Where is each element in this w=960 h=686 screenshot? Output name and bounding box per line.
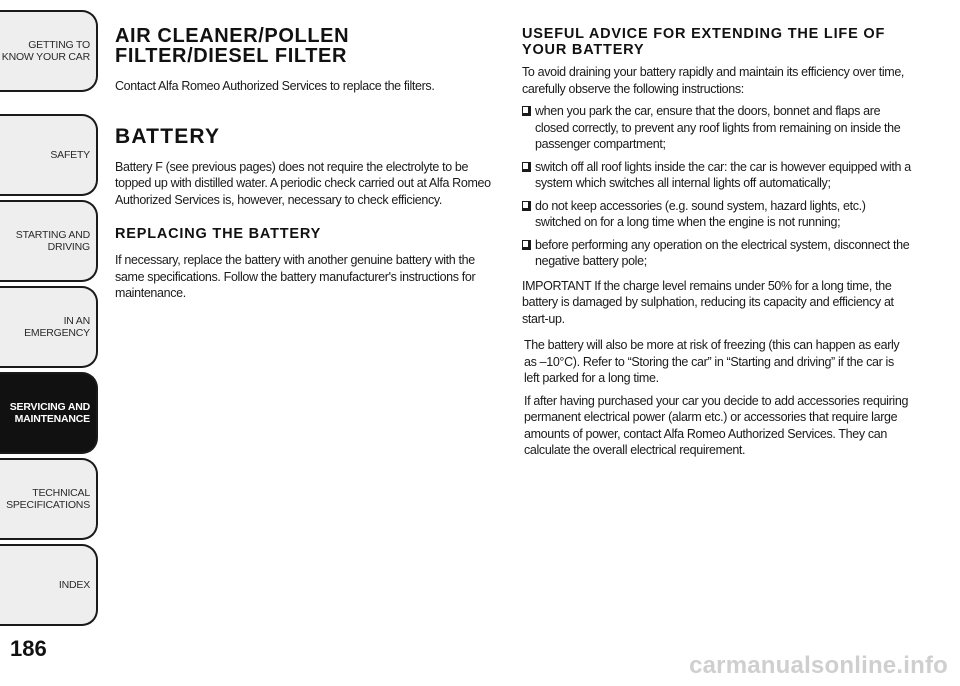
air-filter-text: Contact Alfa Romeo Authorized Services to replace the filters. — [115, 79, 435, 93]
battery-advice-intro: To avoid draining your battery rapidly and maintain its efficiency over time, carefully observe the following instructions: — [522, 65, 905, 96]
freezing-note: The battery will also be more at risk of freezing (this can happen as early as –10°C). Refer to “Storing the car” in “Starting and driving” if the car is left parked for a long time. — [524, 338, 900, 385]
list-item-text: switch off all roof lights inside the car: the car is however equipped with a system which switches all internal lights off automatically; — [535, 159, 911, 190]
tab-label: SAFETY — [50, 149, 90, 161]
air-filter-heading: AIR CLEANER/POLLEN FILTER/DIESEL FILTER — [115, 25, 350, 67]
page-number: 186 — [10, 636, 47, 661]
tab-label: STARTING AND DRIVING — [15, 229, 90, 253]
battery-heading: BATTERY — [115, 124, 221, 148]
checkbox-bullet-icon — [522, 201, 531, 211]
site-watermark: carmanualsonline.info — [689, 652, 948, 679]
tab-servicing-and-maintenance[interactable] — [0, 372, 98, 454]
checkbox-bullet-icon — [522, 240, 531, 250]
list-item — [522, 159, 912, 192]
left-column — [115, 26, 497, 302]
right-column — [522, 26, 912, 459]
tab-label: INDEX — [58, 579, 90, 591]
tab-starting-and-driving[interactable] — [0, 200, 98, 282]
list-item — [522, 103, 912, 153]
replacing-battery-heading: REPLACING THE BATTERY — [115, 226, 322, 242]
list-item-text: before performing any operation on the electrical system, disconnect the negative battery pole; — [535, 237, 910, 268]
replacing-battery-text: If necessary, replace the battery with another genuine battery with the same specifications. Follow the battery manufacturer's instructions for maintenance. — [115, 253, 476, 300]
list-item-text: when you park the car, ensure that the doors, bonnet and flaps are closed correctly, to prevent any roof lights from remaining on inside the passenger compartment; — [535, 104, 901, 151]
tab-label: TECHNICAL SPECIFICATIONS — [6, 487, 90, 511]
tab-label: IN AN EMERGENCY — [24, 315, 90, 339]
list-item-text: do not keep accessories (e.g. sound system, hazard lights, etc.) switched on for a long time when the engine is not running; — [535, 198, 866, 229]
checkbox-bullet-icon — [522, 162, 531, 172]
tab-technical-specifications[interactable] — [0, 458, 98, 540]
list-item — [522, 237, 912, 270]
tab-index[interactable] — [0, 544, 98, 626]
battery-advice-heading: USEFUL ADVICE FOR EXTENDING THE LIFE OF YOUR BATTERY — [522, 26, 886, 58]
battery-advice-list — [522, 103, 912, 270]
list-item — [522, 198, 912, 231]
checkbox-bullet-icon — [522, 106, 531, 116]
tab-label: GETTING TO KNOW YOUR CAR — [1, 39, 90, 63]
battery-text: Battery F (see previous pages) does not require the electrolyte to be topped up with distilled water. A periodic check carried out at Alfa Romeo Authorized Services is, however, necessary to check efficiency. — [115, 159, 491, 207]
tab-safety[interactable] — [0, 114, 98, 196]
accessories-note: If after having purchased your car you decide to add accessories requiring permanent electrical power (alarm etc.) or accessories that require large amounts of power, contact Alfa Romeo Authorized Services. They can calculate the overall electrical requirement. — [524, 393, 909, 457]
tab-in-an-emergency[interactable] — [0, 286, 98, 368]
tab-label: SERVICING AND MAINTENANCE — [9, 401, 90, 425]
tab-getting-to-know-your-car[interactable] — [0, 10, 98, 92]
important-note: IMPORTANT If the charge level remains under 50% for a long time, the battery is damaged by sulphation, reducing its capacity and efficiency at start-up. — [522, 278, 894, 326]
